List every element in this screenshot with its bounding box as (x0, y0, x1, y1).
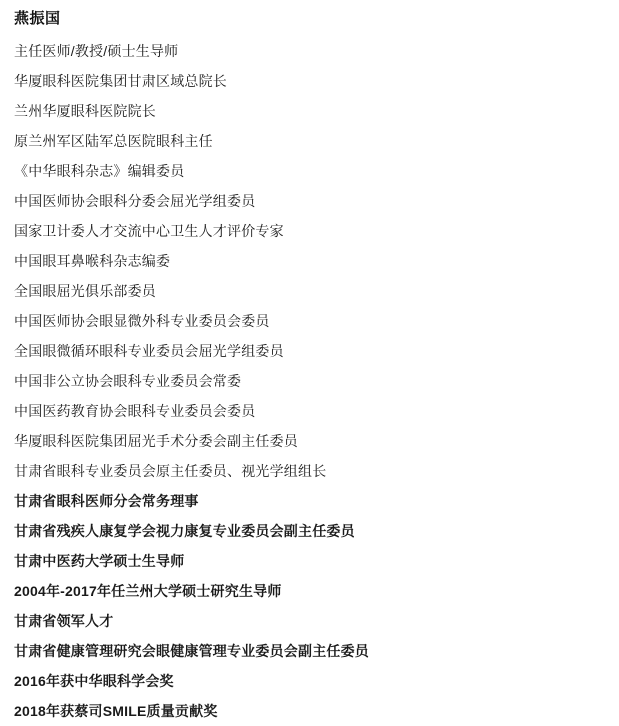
page-title: 燕振国 (14, 10, 61, 27)
credential-item: 甘肃省眼科医师分会常务理事 (14, 493, 199, 509)
credential-item: 2016年获中华眼科学会奖 (14, 673, 174, 689)
credentials-list (14, 36, 605, 726)
credential-item: 华厦眼科医院集团屈光手术分委会副主任委员 (14, 433, 298, 449)
credential-item: 国家卫计委人才交流中心卫生人才评价专家 (14, 223, 284, 239)
credential-item: 兰州华厦眼科医院院长 (14, 103, 156, 119)
credential-item: 甘肃省残疾人康复学会视力康复专业委员会副主任委员 (14, 523, 355, 539)
credential-item: 中国医药教育协会眼科专业委员会委员 (14, 403, 256, 419)
credential-item: 《中华眼科杂志》编辑委员 (14, 163, 185, 179)
credential-item: 全国眼微循环眼科专业委员会屈光学组委员 (14, 343, 284, 359)
credential-item: 华厦眼科医院集团甘肃区域总院长 (14, 73, 227, 89)
credential-item: 中国医师协会眼显微外科专业委员会委员 (14, 313, 270, 329)
credential-item: 2018年获蔡司SMILE质量贡献奖 (14, 703, 218, 719)
credential-item: 主任医师/教授/硕士生导师 (14, 43, 179, 59)
credential-item: 中国眼耳鼻喉科杂志编委 (14, 253, 171, 269)
credential-item: 中国非公立协会眼科专业委员会常委 (14, 373, 242, 389)
credential-item: 甘肃省领军人才 (14, 613, 114, 629)
credential-item: 原兰州军区陆军总医院眼科主任 (14, 133, 213, 149)
credential-item: 全国眼屈光俱乐部委员 (14, 283, 156, 299)
credential-item: 甘肃中医药大学硕士生导师 (14, 553, 185, 569)
credential-item: 甘肃省眼科专业委员会原主任委员、视光学组组长 (14, 463, 327, 479)
credential-item: 中国医师协会眼科分委会屈光学组委员 (14, 193, 256, 209)
credential-item: 甘肃省健康管理研究会眼健康管理专业委员会副主任委员 (14, 643, 369, 659)
credential-item: 2004年-2017年任兰州大学硕士研究生导师 (14, 583, 282, 599)
